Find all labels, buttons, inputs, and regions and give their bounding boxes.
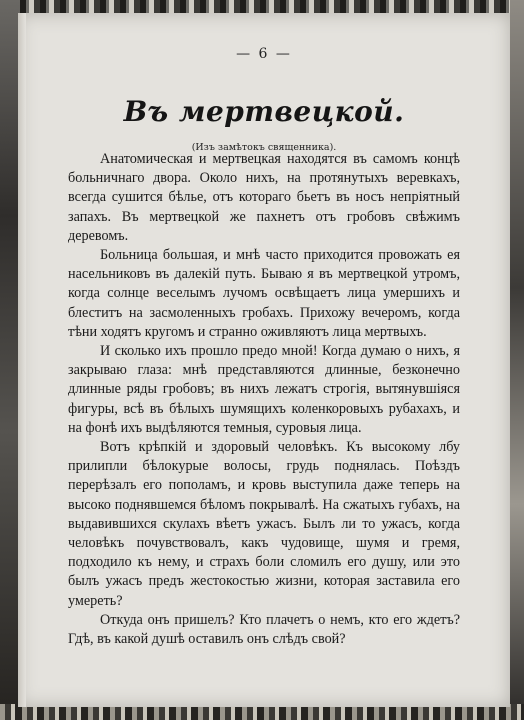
backdrop-left bbox=[0, 0, 20, 720]
paragraph: Вотъ крѣпкій и здоровый человѣкъ. Къ высокому лбу прилипли бѣлокурые волосы, грудь поднялась. Поѣздъ перерѣзалъ его пополамъ, и кровь выступила даже теперь на высоко поднявшемся бѣломъ покрывалѣ. На сжатыхъ губахъ, на выдавившихся скулахъ вѣетъ ужасъ. Былъ ли то ужасъ, когда человѣкъ почувствовалъ, какъ чудовище, шумя и гремя, подходило къ нему, и страхъ боли сломилъ его душу, или это былъ ужасъ предъ жестокостью жизни, которая заставила его умереть? bbox=[68, 439, 460, 609]
page-edge bbox=[18, 13, 26, 707]
backdrop-top bbox=[0, 0, 524, 14]
body-text bbox=[68, 150, 460, 649]
page-subtitle: (Изъ замѣтокъ священника). bbox=[191, 142, 337, 153]
paragraph: Больница большая, и мнѣ часто приходится провожать ея насельниковъ въ далекій путь. Бываю я въ мертвецкой утромъ, когда солнце веселымъ лучомъ освѣщаетъ лица умершихъ и блеститъ на засмоленныхъ гробахъ. Прихожу вечеромъ, когда тѣни ходятъ кругомъ и странно оживляютъ лица мертвыхъ. bbox=[68, 247, 460, 340]
page-title: Въ мертвецкой. bbox=[123, 95, 405, 128]
paragraph: Откуда онъ пришелъ? Кто плачетъ о немъ, кто его ждетъ? Гдѣ, въ какой душѣ оставилъ онъ слѣдъ свой? bbox=[68, 611, 460, 648]
backdrop-right bbox=[510, 0, 524, 720]
paragraph: И сколько ихъ прошло предо мной! Когда думаю о нихъ, я закрываю глаза: мнѣ представляются длинные, безконечно длинные ряды гробовъ; въ нихъ лежатъ строгія, вытянувшіяся фигуры, всѣ въ бѣлыхъ шумящихъ коленкоровыхъ рубахахъ, и на фонѣ ихъ выдѣляются темныя, суровыя лица. bbox=[68, 343, 460, 436]
paragraph: Анатомическая и мертвецкая находятся въ самомъ концѣ больничнаго двора. Около нихъ, на протянутыхъ веревкахъ, всегда сушится бѣлье, отъ котораго бьетъ въ носъ непріятный запахъ. Въ мертвецкой же пахнетъ отъ гробовъ свѣжимъ деревомъ. bbox=[68, 151, 460, 244]
page-number: — 6 — bbox=[236, 46, 292, 62]
